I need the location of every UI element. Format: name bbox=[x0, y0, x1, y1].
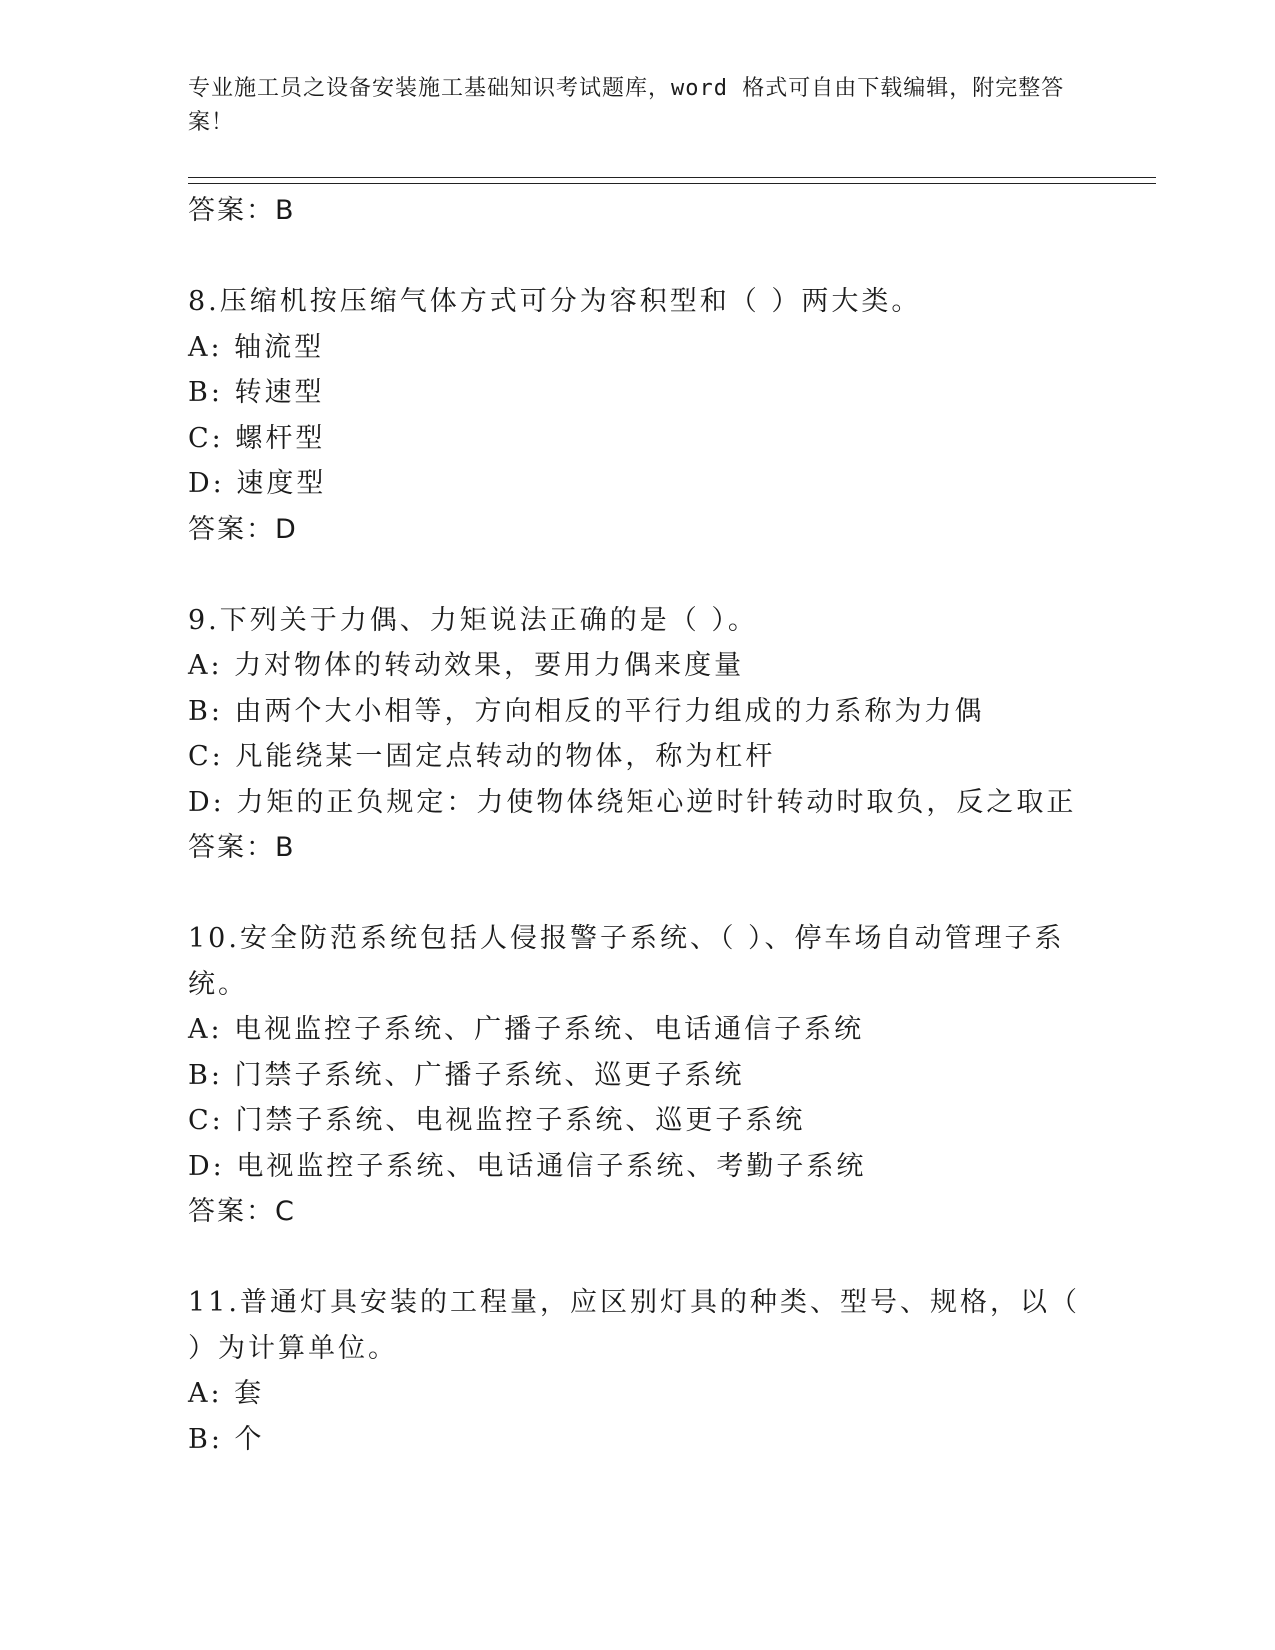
option-a: A: 电视监控子系统、广播子系统、电话通信子系统 bbox=[188, 1014, 865, 1045]
option-d: D: 电视监控子系统、电话通信子系统、考勤子系统 bbox=[188, 1150, 867, 1182]
question-list bbox=[188, 188, 1088, 1462]
question-block bbox=[188, 598, 1088, 871]
option-a: A: 套 bbox=[188, 1378, 265, 1409]
option-a: A: 力对物体的转动效果，要用力偶来度量 bbox=[188, 650, 745, 681]
option-b: B: 门禁子系统、广播子系统、巡更子系统 bbox=[188, 1059, 745, 1091]
question-stem: 9.下列关于力偶、力矩说法正确的是（ ）。 bbox=[188, 604, 758, 636]
answer-line: 答案：B bbox=[188, 195, 296, 226]
question-stem-continued: 统。 bbox=[188, 968, 248, 1000]
header-divider-secondary bbox=[188, 183, 1156, 184]
answer-line: 答案：C bbox=[188, 1196, 296, 1227]
answer-line: 答案：B bbox=[188, 832, 296, 863]
option-b: B: 转速型 bbox=[188, 377, 325, 408]
option-d: D: 力矩的正负规定：力使物体绕矩心逆时针转动时取负，反之取正 bbox=[188, 786, 1077, 818]
header-divider bbox=[188, 177, 1156, 178]
option-c: C: 凡能绕某一固定点转动的物体，称为杠杆 bbox=[188, 741, 776, 772]
option-c: C: 门禁子系统、电视监控子系统、巡更子系统 bbox=[188, 1105, 806, 1136]
page-header: 专业施工员之设备安装施工基础知识考试题库，word 格式可自由下载编辑，附完整答案！ bbox=[188, 76, 1065, 135]
question-stem: 8.压缩机按压缩气体方式可分为容积型和（ ）两大类。 bbox=[188, 286, 922, 317]
answer-line: 答案：D bbox=[188, 513, 298, 545]
option-b: B: 个 bbox=[188, 1423, 265, 1455]
question-stem: 10.安全防范系统包括人侵报警子系统、（ ）、停车场自动管理子系 bbox=[188, 923, 1065, 954]
question-stem-continued: ）为计算单位。 bbox=[188, 1332, 398, 1364]
option-c: C: 螺杆型 bbox=[188, 422, 326, 454]
question-stem: 11.普通灯具安装的工程量，应区别灯具的种类、型号、规格，以（ bbox=[188, 1287, 1080, 1318]
option-b: B: 由两个大小相等，方向相反的平行力组成的力系称为力偶 bbox=[188, 695, 985, 727]
question-block bbox=[188, 916, 1088, 1235]
option-a: A: 轴流型 bbox=[188, 331, 325, 363]
question-block bbox=[188, 1280, 1088, 1462]
question-block bbox=[188, 279, 1088, 552]
option-d: D: 速度型 bbox=[188, 468, 327, 499]
